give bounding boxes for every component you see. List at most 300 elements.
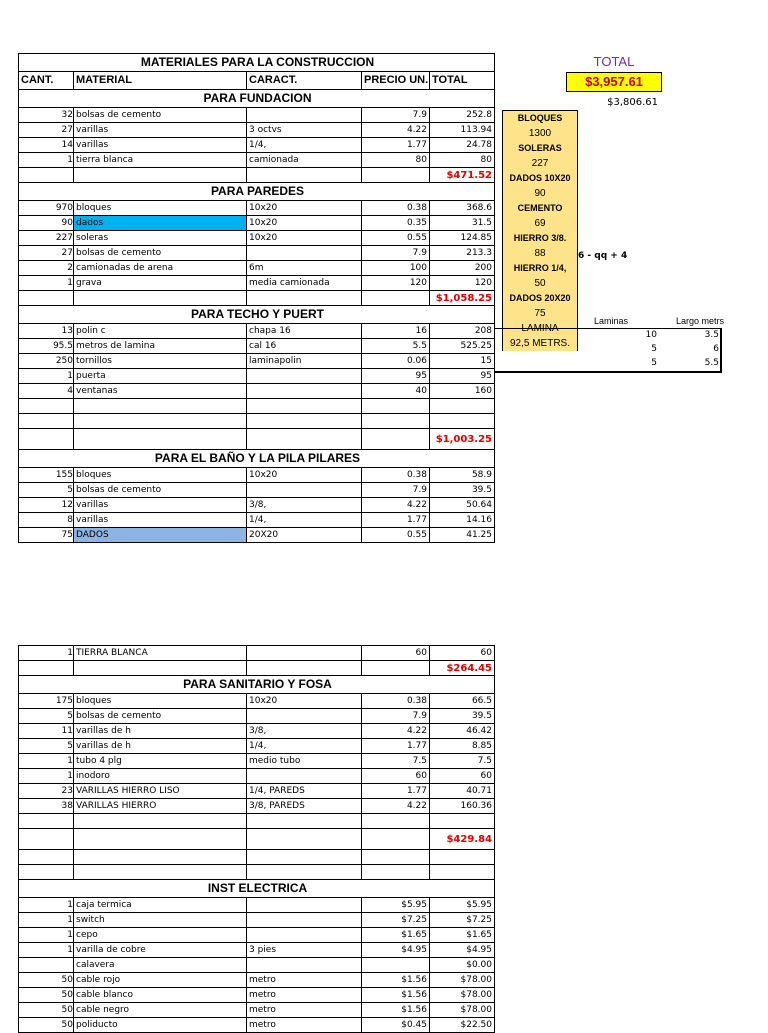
cell-material[interactable]: bloques bbox=[74, 468, 247, 483]
cell-material[interactable]: bloques bbox=[74, 694, 247, 709]
cell-total[interactable]: 368.6 bbox=[430, 201, 495, 216]
section-header-row bbox=[19, 306, 495, 324]
cell-total[interactable]: 24.78 bbox=[430, 138, 495, 153]
cell-caract[interactable]: 10x20 bbox=[247, 201, 362, 216]
cell-material[interactable] bbox=[74, 168, 247, 183]
cell-precio[interactable]: 7.5 bbox=[362, 754, 430, 769]
cell-caract[interactable]: 3/8, bbox=[247, 498, 362, 513]
cell-cant[interactable] bbox=[19, 414, 74, 429]
cell-cant[interactable]: 8 bbox=[19, 513, 74, 528]
cell-total[interactable]: 46.42 bbox=[430, 724, 495, 739]
cell-total[interactable]: $5.95 bbox=[430, 898, 495, 913]
cell-material[interactable]: cable blanco bbox=[74, 988, 247, 1003]
largo-header: Largo metrs bbox=[676, 316, 725, 326]
table-row bbox=[19, 261, 495, 276]
cell-cant[interactable] bbox=[19, 399, 74, 414]
summary-label[interactable]: SOLERAS bbox=[518, 143, 562, 153]
cell-precio[interactable]: $1.56 bbox=[362, 1003, 430, 1018]
cell-caract[interactable] bbox=[247, 246, 362, 261]
cell-total[interactable]: $78.00 bbox=[430, 988, 495, 1003]
cell-precio[interactable]: 7.9 bbox=[362, 108, 430, 123]
cell-caract[interactable]: 3/8, bbox=[247, 724, 362, 739]
cell-cant[interactable] bbox=[19, 429, 74, 450]
section-title[interactable]: INST ELECTRICA bbox=[19, 880, 495, 898]
cell-total[interactable]: 39.5 bbox=[430, 483, 495, 498]
cell-precio[interactable] bbox=[362, 661, 430, 676]
cell-caract[interactable] bbox=[247, 850, 362, 865]
cell-material[interactable]: tornillos bbox=[74, 354, 247, 369]
section-title[interactable]: PARA PAREDES bbox=[19, 183, 495, 201]
cell-cant[interactable]: 1 bbox=[19, 928, 74, 943]
cell-precio[interactable]: 60 bbox=[362, 769, 430, 784]
cell-material[interactable]: camionadas de arena bbox=[74, 261, 247, 276]
cell-total[interactable]: 525.25 bbox=[430, 339, 495, 354]
materials-summary-panel bbox=[502, 110, 578, 351]
cell-material[interactable]: bolsas de cemento bbox=[74, 709, 247, 724]
cell-cant[interactable]: 50 bbox=[19, 973, 74, 988]
cell-precio[interactable]: 95 bbox=[362, 369, 430, 384]
cell-precio[interactable] bbox=[362, 850, 430, 865]
cell-material[interactable]: inodoro bbox=[74, 769, 247, 784]
summary-value[interactable]: 90 bbox=[534, 188, 546, 199]
cell-caract[interactable]: 10x20 bbox=[247, 694, 362, 709]
cell-total[interactable] bbox=[430, 414, 495, 429]
cell-precio[interactable] bbox=[362, 291, 430, 306]
cell-precio[interactable] bbox=[362, 168, 430, 183]
cell-caract[interactable] bbox=[247, 865, 362, 880]
cell-total[interactable]: $78.00 bbox=[430, 1003, 495, 1018]
cell-precio[interactable]: $1.65 bbox=[362, 928, 430, 943]
cell-cant[interactable] bbox=[19, 865, 74, 880]
cell-precio[interactable]: 4.22 bbox=[362, 724, 430, 739]
cell-material[interactable] bbox=[74, 291, 247, 306]
section-title[interactable]: PARA SANITARIO Y FOSA bbox=[19, 676, 495, 694]
cell-precio[interactable] bbox=[362, 958, 430, 973]
cell-caract[interactable] bbox=[247, 414, 362, 429]
cell-caract[interactable]: 10x20 bbox=[247, 231, 362, 246]
cell-material[interactable] bbox=[74, 865, 247, 880]
cell-material[interactable]: grava bbox=[74, 276, 247, 291]
summary-value[interactable]: LAMINA bbox=[521, 323, 559, 334]
table-title[interactable]: MATERIALES PARA LA CONSTRUCCION bbox=[19, 54, 495, 72]
laminas-count[interactable]: 5 bbox=[651, 358, 657, 368]
summary-value[interactable]: 50 bbox=[534, 278, 546, 289]
cell-cant[interactable]: 12 bbox=[19, 498, 74, 513]
formula-note[interactable]: 6 - qq + 4 bbox=[578, 251, 628, 261]
cell-material[interactable]: VARILLAS HIERRO LISO bbox=[74, 784, 247, 799]
cell-cant[interactable]: 155 bbox=[19, 468, 74, 483]
cell-material[interactable]: calavera bbox=[74, 958, 247, 973]
cell-total[interactable]: 213.3 bbox=[430, 246, 495, 261]
cell-caract[interactable]: metro bbox=[247, 988, 362, 1003]
cell-precio[interactable]: 0.55 bbox=[362, 231, 430, 246]
cell-total[interactable]: $78.00 bbox=[430, 973, 495, 988]
section-title[interactable]: PARA EL BAÑO Y LA PILA PILARES bbox=[19, 450, 495, 468]
cell-total[interactable]: 200 bbox=[430, 261, 495, 276]
cell-caract[interactable] bbox=[247, 898, 362, 913]
summary-label[interactable]: BLOQUES bbox=[517, 113, 563, 123]
cell-caract[interactable]: 1/4, bbox=[247, 138, 362, 153]
cell-total[interactable]: 160.36 bbox=[430, 799, 495, 814]
summary-value[interactable]: 1300 bbox=[528, 128, 552, 139]
cell-caract[interactable] bbox=[247, 384, 362, 399]
cell-total[interactable]: 95 bbox=[430, 369, 495, 384]
summary-value[interactable]: 227 bbox=[531, 158, 549, 169]
laminas-row bbox=[576, 342, 720, 356]
cell-precio[interactable]: 0.38 bbox=[362, 201, 430, 216]
cell-cant[interactable] bbox=[19, 168, 74, 183]
cell-cant[interactable]: 50 bbox=[19, 1003, 74, 1018]
cell-cant[interactable] bbox=[19, 661, 74, 676]
cell-material[interactable] bbox=[74, 429, 247, 450]
cell-material[interactable]: varilla de cobre bbox=[74, 943, 247, 958]
summary-label[interactable]: HIERRO 1/4, bbox=[513, 263, 567, 273]
cell-material[interactable] bbox=[74, 661, 247, 676]
cell-total[interactable]: 50.64 bbox=[430, 498, 495, 513]
cell-cant[interactable]: 50 bbox=[19, 988, 74, 1003]
cell-precio[interactable]: 7.9 bbox=[362, 246, 430, 261]
cell-material[interactable]: tierra blanca bbox=[74, 153, 247, 168]
cell-material[interactable]: VARILLAS HIERRO bbox=[74, 799, 247, 814]
cell-caract[interactable] bbox=[247, 661, 362, 676]
largo-value[interactable]: 6 bbox=[713, 344, 719, 354]
cell-total[interactable]: 8.85 bbox=[430, 739, 495, 754]
cell-cant[interactable]: 227 bbox=[19, 231, 74, 246]
cell-cant[interactable]: 38 bbox=[19, 799, 74, 814]
cell-caract[interactable]: 1/4, bbox=[247, 739, 362, 754]
cell-cant[interactable]: 75 bbox=[19, 528, 74, 543]
cell-precio[interactable]: 5.5 bbox=[362, 339, 430, 354]
cell-caract[interactable]: laminapolin bbox=[247, 354, 362, 369]
cell-cant[interactable]: 970 bbox=[19, 201, 74, 216]
cell-precio[interactable]: $7.25 bbox=[362, 913, 430, 928]
header-cant[interactable]: CANT. bbox=[19, 72, 74, 90]
cell-cant[interactable]: 95.5 bbox=[19, 339, 74, 354]
cell-total[interactable]: 66.5 bbox=[430, 694, 495, 709]
cell-caract[interactable] bbox=[247, 709, 362, 724]
cell-material[interactable]: DADOS bbox=[74, 528, 247, 543]
cell-caract[interactable] bbox=[247, 913, 362, 928]
summary-label[interactable]: DADOS 20X20 bbox=[509, 293, 571, 303]
cell-cant[interactable]: 13 bbox=[19, 324, 74, 339]
cell-cant[interactable]: 27 bbox=[19, 123, 74, 138]
cell-material[interactable] bbox=[74, 814, 247, 829]
section-title[interactable]: PARA TECHO Y PUERT bbox=[19, 306, 495, 324]
cell-cant[interactable]: 14 bbox=[19, 138, 74, 153]
cell-precio[interactable]: 80 bbox=[362, 153, 430, 168]
table-row bbox=[19, 913, 495, 928]
cell-cant[interactable]: 1 bbox=[19, 913, 74, 928]
cell-material[interactable] bbox=[74, 399, 247, 414]
cell-material[interactable]: varillas bbox=[74, 513, 247, 528]
cell-caract[interactable]: metro bbox=[247, 1003, 362, 1018]
cell-caract[interactable]: 20X20 bbox=[247, 528, 362, 543]
cell-material[interactable]: bolsas de cemento bbox=[74, 108, 247, 123]
cell-material[interactable]: polin c bbox=[74, 324, 247, 339]
cell-caract[interactable]: 3/8, PAREDS bbox=[247, 799, 362, 814]
header-precio[interactable]: PRECIO UN. bbox=[362, 72, 430, 90]
summary-label[interactable]: HIERRO 3/8. bbox=[513, 233, 567, 243]
cell-cant[interactable]: 250 bbox=[19, 354, 74, 369]
cell-material[interactable]: cable rojo bbox=[74, 973, 247, 988]
cell-precio[interactable]: 40 bbox=[362, 384, 430, 399]
subtotal-value[interactable]: $1,058.25 bbox=[430, 291, 495, 306]
cell-precio[interactable]: $4.95 bbox=[362, 943, 430, 958]
cell-total[interactable] bbox=[430, 399, 495, 414]
cell-caract[interactable]: medio tubo bbox=[247, 754, 362, 769]
cell-total[interactable]: 160 bbox=[430, 384, 495, 399]
cell-precio[interactable]: 0.38 bbox=[362, 694, 430, 709]
cell-total[interactable]: $7.25 bbox=[430, 913, 495, 928]
cell-total[interactable] bbox=[430, 865, 495, 880]
cell-precio[interactable]: 1.77 bbox=[362, 784, 430, 799]
cell-total[interactable]: 60 bbox=[430, 646, 495, 661]
cell-precio[interactable]: 16 bbox=[362, 324, 430, 339]
cell-precio[interactable]: 7.9 bbox=[362, 709, 430, 724]
cell-total[interactable]: 80 bbox=[430, 153, 495, 168]
cell-material[interactable]: bloques bbox=[74, 201, 247, 216]
cell-caract[interactable] bbox=[247, 646, 362, 661]
cell-cant[interactable]: 90 bbox=[19, 216, 74, 231]
cell-caract[interactable] bbox=[247, 814, 362, 829]
summary-value[interactable]: 69 bbox=[534, 218, 546, 229]
subtotal-value[interactable]: $264.45 bbox=[430, 661, 495, 676]
cell-total[interactable]: $22.50 bbox=[430, 1018, 495, 1033]
cell-cant[interactable]: 1 bbox=[19, 898, 74, 913]
cell-total[interactable]: $4.95 bbox=[430, 943, 495, 958]
cell-caract[interactable] bbox=[247, 369, 362, 384]
cell-total[interactable]: 40.71 bbox=[430, 784, 495, 799]
cell-material[interactable]: switch bbox=[74, 913, 247, 928]
subtotal-value[interactable]: $471.52 bbox=[430, 168, 495, 183]
cell-cant[interactable]: 11 bbox=[19, 724, 74, 739]
cell-total[interactable] bbox=[430, 814, 495, 829]
cell-precio[interactable]: 0.38 bbox=[362, 468, 430, 483]
cell-precio[interactable]: $0.45 bbox=[362, 1018, 430, 1033]
cell-cant[interactable] bbox=[19, 958, 74, 973]
cell-caract[interactable]: media camionada bbox=[247, 276, 362, 291]
cell-cant[interactable]: 5 bbox=[19, 739, 74, 754]
cell-precio[interactable]: $1.56 bbox=[362, 988, 430, 1003]
largo-value[interactable]: 3.5 bbox=[704, 330, 719, 340]
cell-cant[interactable]: 32 bbox=[19, 108, 74, 123]
cell-material[interactable]: dados bbox=[74, 216, 247, 231]
cell-total[interactable]: 7.5 bbox=[430, 754, 495, 769]
cell-precio[interactable]: 0.06 bbox=[362, 354, 430, 369]
cell-precio[interactable] bbox=[362, 429, 430, 450]
cell-caract[interactable]: 10x20 bbox=[247, 216, 362, 231]
cell-caract[interactable] bbox=[247, 928, 362, 943]
cell-material[interactable]: caja termica bbox=[74, 898, 247, 913]
largo-value[interactable]: 5.5 bbox=[704, 358, 719, 368]
cell-cant[interactable] bbox=[19, 850, 74, 865]
cell-caract[interactable]: metro bbox=[247, 973, 362, 988]
cell-material[interactable]: soleras bbox=[74, 231, 247, 246]
cell-precio[interactable]: 1.77 bbox=[362, 513, 430, 528]
cell-material[interactable] bbox=[74, 414, 247, 429]
cell-caract[interactable]: 3 octvs bbox=[247, 123, 362, 138]
cell-precio[interactable] bbox=[362, 814, 430, 829]
table-row bbox=[19, 799, 495, 814]
cell-total[interactable]: 113.94 bbox=[430, 123, 495, 138]
cell-cant[interactable]: 1 bbox=[19, 276, 74, 291]
alternate-total-cell[interactable]: $3,806.61 bbox=[607, 97, 658, 108]
cell-caract[interactable]: 6m bbox=[247, 261, 362, 276]
table-row bbox=[19, 973, 495, 988]
cell-total[interactable]: 31.5 bbox=[430, 216, 495, 231]
cell-material[interactable]: varillas de h bbox=[74, 724, 247, 739]
cell-caract[interactable]: 1/4, PAREDS bbox=[247, 784, 362, 799]
cell-caract[interactable]: 10x20 bbox=[247, 468, 362, 483]
cell-caract[interactable]: chapa 16 bbox=[247, 324, 362, 339]
cell-cant[interactable]: 5 bbox=[19, 483, 74, 498]
cell-precio[interactable]: 1.77 bbox=[362, 739, 430, 754]
cell-precio[interactable]: 120 bbox=[362, 276, 430, 291]
cell-precio[interactable] bbox=[362, 414, 430, 429]
cell-cant[interactable] bbox=[19, 291, 74, 306]
cell-material[interactable]: poliducto bbox=[74, 1018, 247, 1033]
cell-material[interactable]: cable negro bbox=[74, 1003, 247, 1018]
subtotal-row bbox=[19, 829, 495, 850]
header-material[interactable]: MATERIAL bbox=[74, 72, 247, 90]
cell-caract[interactable]: 1/4, bbox=[247, 513, 362, 528]
subtotal-row bbox=[19, 661, 495, 676]
cell-cant[interactable]: 1 bbox=[19, 769, 74, 784]
cell-precio[interactable]: 4.22 bbox=[362, 123, 430, 138]
cell-material[interactable]: varillas de h bbox=[74, 739, 247, 754]
table-row bbox=[19, 468, 495, 483]
cell-material[interactable] bbox=[74, 850, 247, 865]
summary-label[interactable]: CEMENTO bbox=[517, 203, 563, 213]
table-row bbox=[19, 646, 495, 661]
cell-caract[interactable]: 3 pies bbox=[247, 943, 362, 958]
header-total[interactable]: TOTAL bbox=[430, 72, 495, 90]
cell-material[interactable]: varillas bbox=[74, 498, 247, 513]
section-title[interactable]: PARA FUNDACION bbox=[19, 90, 495, 108]
header-caract[interactable]: CARACT. bbox=[247, 72, 362, 90]
cell-material[interactable]: varillas bbox=[74, 123, 247, 138]
cell-total[interactable]: 252.8 bbox=[430, 108, 495, 123]
cell-cant[interactable]: 1 bbox=[19, 754, 74, 769]
cell-cant[interactable]: 4 bbox=[19, 384, 74, 399]
table-row bbox=[19, 246, 495, 261]
cell-caract[interactable]: metro bbox=[247, 1018, 362, 1033]
cell-material[interactable]: varillas bbox=[74, 138, 247, 153]
cell-material[interactable]: bolsas de cemento bbox=[74, 246, 247, 261]
cell-precio[interactable]: 4.22 bbox=[362, 498, 430, 513]
cell-cant[interactable]: 27 bbox=[19, 246, 74, 261]
cell-precio[interactable]: 1.77 bbox=[362, 138, 430, 153]
cell-total[interactable]: 208 bbox=[430, 324, 495, 339]
cell-cant[interactable]: 1 bbox=[19, 153, 74, 168]
materials-table-2 bbox=[18, 645, 495, 1033]
cell-cant[interactable]: 1 bbox=[19, 369, 74, 384]
cell-precio[interactable]: $5.95 bbox=[362, 898, 430, 913]
cell-cant[interactable]: 175 bbox=[19, 694, 74, 709]
header-row bbox=[19, 72, 495, 90]
cell-total[interactable]: 39.5 bbox=[430, 709, 495, 724]
cell-material[interactable]: puerta bbox=[74, 369, 247, 384]
cell-total[interactable]: 124.85 bbox=[430, 231, 495, 246]
cell-precio[interactable]: 0.35 bbox=[362, 216, 430, 231]
cell-material[interactable]: tubo 4 plg bbox=[74, 754, 247, 769]
laminas-row bbox=[576, 356, 720, 370]
summary-value[interactable]: 88 bbox=[534, 248, 546, 259]
summary-value[interactable]: 75 bbox=[534, 308, 546, 319]
cell-caract[interactable]: camionada bbox=[247, 153, 362, 168]
cell-total[interactable]: 14.16 bbox=[430, 513, 495, 528]
cell-cant[interactable]: 50 bbox=[19, 1018, 74, 1033]
cell-material[interactable]: TIERRA BLANCA bbox=[74, 646, 247, 661]
grand-total-cell[interactable]: $3,957.61 bbox=[566, 72, 662, 92]
cell-cant[interactable] bbox=[19, 829, 74, 850]
cell-caract[interactable] bbox=[247, 958, 362, 973]
cell-material[interactable]: cepo bbox=[74, 928, 247, 943]
cell-precio[interactable]: 0.55 bbox=[362, 528, 430, 543]
table-row bbox=[19, 943, 495, 958]
subtotal-value[interactable]: $429.84 bbox=[430, 829, 495, 850]
cell-caract[interactable] bbox=[247, 399, 362, 414]
cell-caract[interactable] bbox=[247, 429, 362, 450]
cell-precio[interactable]: 60 bbox=[362, 646, 430, 661]
cell-cant[interactable]: 1 bbox=[19, 646, 74, 661]
cell-cant[interactable] bbox=[19, 814, 74, 829]
laminas-count[interactable]: 5 bbox=[651, 344, 657, 354]
cell-precio[interactable] bbox=[362, 399, 430, 414]
summary-label[interactable]: DADOS 10X20 bbox=[509, 173, 571, 183]
cell-cant[interactable]: 5 bbox=[19, 709, 74, 724]
cell-precio[interactable] bbox=[362, 865, 430, 880]
cell-cant[interactable]: 1 bbox=[19, 943, 74, 958]
total-label: TOTAL bbox=[593, 54, 635, 69]
cell-total[interactable] bbox=[430, 850, 495, 865]
subtotal-value[interactable]: $1,003.25 bbox=[430, 429, 495, 450]
cell-precio[interactable]: 4.22 bbox=[362, 799, 430, 814]
cell-total[interactable]: 15 bbox=[430, 354, 495, 369]
cell-caract[interactable] bbox=[247, 108, 362, 123]
cell-precio[interactable]: $1.56 bbox=[362, 973, 430, 988]
cell-total[interactable]: 120 bbox=[430, 276, 495, 291]
cell-caract[interactable] bbox=[247, 291, 362, 306]
cell-total[interactable]: 41.25 bbox=[430, 528, 495, 543]
cell-material[interactable] bbox=[74, 829, 247, 850]
cell-total[interactable]: $0.00 bbox=[430, 958, 495, 973]
cell-cant[interactable]: 2 bbox=[19, 261, 74, 276]
cell-caract[interactable] bbox=[247, 168, 362, 183]
cell-precio[interactable]: 7.9 bbox=[362, 483, 430, 498]
laminas-count[interactable]: 10 bbox=[645, 330, 657, 340]
table-row bbox=[19, 324, 495, 339]
cell-precio[interactable]: 100 bbox=[362, 261, 430, 276]
cell-material[interactable]: metros de lamina bbox=[74, 339, 247, 354]
cell-total[interactable]: 60 bbox=[430, 769, 495, 784]
cell-precio[interactable] bbox=[362, 829, 430, 850]
cell-total[interactable]: 58.9 bbox=[430, 468, 495, 483]
cell-caract[interactable]: cal 16 bbox=[247, 339, 362, 354]
table-row bbox=[19, 483, 495, 498]
cell-caract[interactable] bbox=[247, 769, 362, 784]
cell-material[interactable]: bolsas de cemento bbox=[74, 483, 247, 498]
cell-caract[interactable] bbox=[247, 829, 362, 850]
cell-cant[interactable]: 23 bbox=[19, 784, 74, 799]
cell-total[interactable]: $1.65 bbox=[430, 928, 495, 943]
cell-caract[interactable] bbox=[247, 483, 362, 498]
table-row bbox=[19, 123, 495, 138]
laminas-table bbox=[576, 328, 720, 370]
table-row bbox=[19, 769, 495, 784]
cell-material[interactable]: ventanas bbox=[74, 384, 247, 399]
summary-value[interactable]: 92,5 METRS. bbox=[509, 338, 571, 349]
